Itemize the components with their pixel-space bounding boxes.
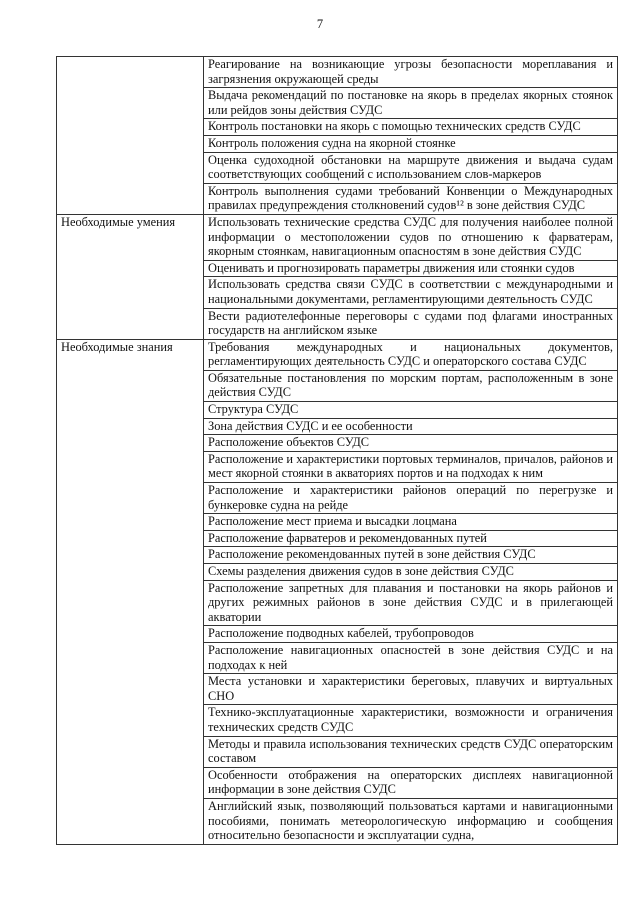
table-row (57, 214, 618, 260)
section-label: Необходимые знания (57, 339, 204, 844)
requirement-cell: Требования международных и национальных документов, регламентирующих деятельность СУДС и операторского состава СУДС (204, 339, 618, 370)
requirement-cell: Оценивать и прогнозировать параметры движения или стоянки судов (204, 260, 618, 277)
requirement-cell: Расположение объектов СУДС (204, 435, 618, 452)
requirement-cell: Расположение и характеристики районов операций по перегрузке и бункеровке судна на рейде (204, 483, 618, 514)
requirement-cell: Контроль положения судна на якорной стоянке (204, 135, 618, 152)
requirement-cell: Технико-эксплуатационные характеристики, возможности и ограничения технических средств СУДС (204, 705, 618, 736)
requirement-cell: Английский язык, позволяющий пользоваться картами и навигационными пособиями, понимать метеорологическую информацию и сообщения относительно безопасности и эксплуатации судна, (204, 798, 618, 844)
requirement-cell: Использовать технические средства СУДС для получения наиболее полной информации о местоположении судов по отношению к фарватерам, якорным стоянкам, навигационным опасностям в зоне действия СУДС (204, 214, 618, 260)
requirement-cell: Схемы разделения движения судов в зоне действия СУДС (204, 564, 618, 581)
requirement-cell: Контроль выполнения судами требований Конвенции о Международных правилах предупреждения столкновений судов¹² в зоне действия СУДС (204, 183, 618, 214)
requirement-cell: Зона действия СУДС и ее особенности (204, 418, 618, 435)
requirement-cell: Расположение навигационных опасностей в зоне действия СУДС и на подходах к ней (204, 642, 618, 673)
section-label: Необходимые умения (57, 214, 204, 339)
requirement-cell: Расположение и характеристики портовых терминалов, причалов, районов и мест якорной стоянки в акваториях портов и на подходах к ним (204, 451, 618, 482)
requirement-cell: Расположение запретных для плавания и постановки на якорь районов и других режимных районов в зоне действия СУДС и в прилегающей акватории (204, 580, 618, 626)
requirement-cell: Особенности отображения на операторских дисплеях навигационной информации в зоне действия СУДС (204, 767, 618, 798)
requirement-cell: Места установки и характеристики береговых, плавучих и виртуальных СНО (204, 674, 618, 705)
table-body (57, 57, 618, 845)
requirement-cell: Оценка судоходной обстановки на маршруте движения и выдача судам соответствующих сообщений с использованием слов-маркеров (204, 152, 618, 183)
requirement-cell: Обязательные постановления по морским портам, расположенным в зоне действия СУДС (204, 370, 618, 401)
competency-table (56, 56, 618, 845)
section-label (57, 57, 204, 215)
requirement-cell: Расположение подводных кабелей, трубопроводов (204, 626, 618, 643)
requirement-cell: Вести радиотелефонные переговоры с судами под флагами иностранных государств на английском языке (204, 308, 618, 339)
requirement-cell: Реагирование на возникающие угрозы безопасности мореплавания и загрязнения окружающей среды (204, 57, 618, 88)
requirement-cell: Контроль постановки на якорь с помощью технических средств СУДС (204, 119, 618, 136)
requirement-cell: Выдача рекомендаций по постановке на якорь в пределах якорных стоянок или рейдов зоны действия СУДС (204, 88, 618, 119)
requirement-cell: Методы и правила использования технических средств СУДС операторским составом (204, 736, 618, 767)
requirement-cell: Расположение мест приема и высадки лоцмана (204, 514, 618, 531)
requirement-cell: Расположение рекомендованных путей в зоне действия СУДС (204, 547, 618, 564)
requirement-cell: Использовать средства связи СУДС в соответствии с международными и национальными документами, регламентирующими деятельность СУДС (204, 277, 618, 308)
table-row (57, 339, 618, 370)
page-number: 7 (316, 17, 324, 31)
table-row (57, 57, 618, 88)
requirement-cell: Структура СУДС (204, 402, 618, 419)
requirement-cell: Расположение фарватеров и рекомендованных путей (204, 530, 618, 547)
